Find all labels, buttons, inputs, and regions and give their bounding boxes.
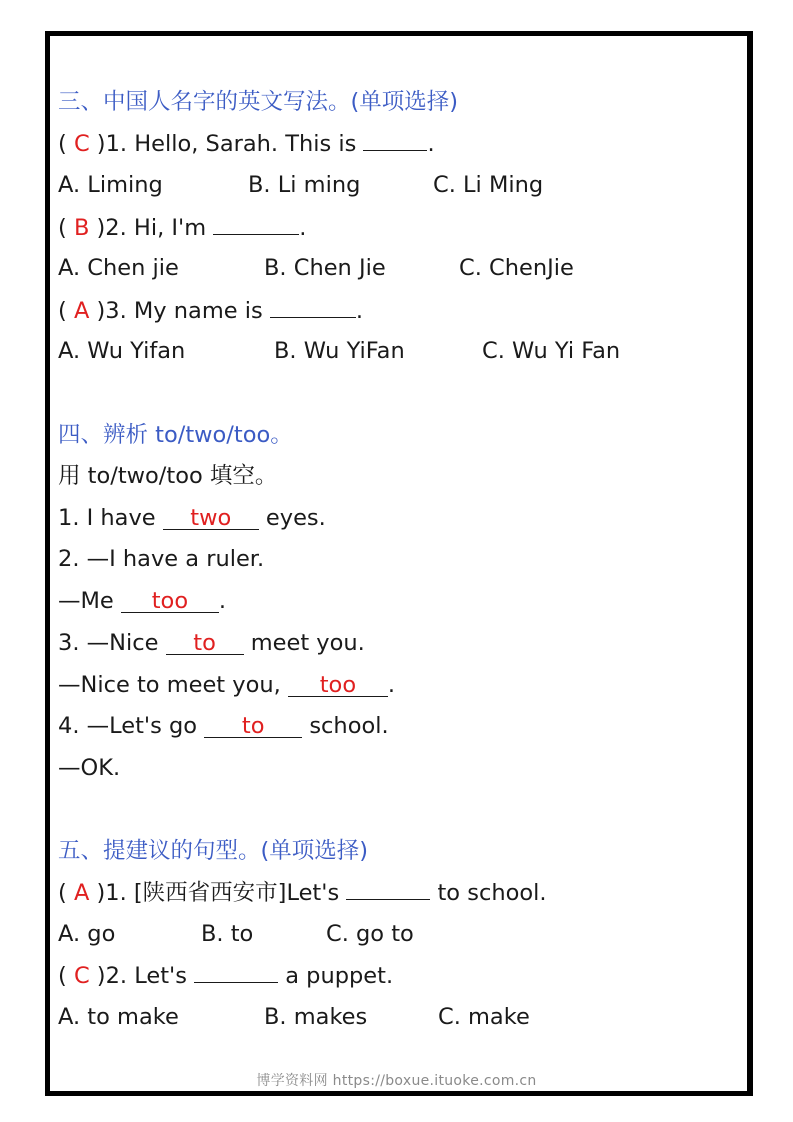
section5-question-2-options: [58, 1002, 530, 1032]
section4-line-5: —Nice to meet you, too .: [58, 672, 396, 698]
option-c: C. ChenJie: [459, 255, 574, 281]
fill-blank: [121, 586, 219, 616]
option-b: B. Chen Jie: [264, 255, 386, 281]
answer-mark: A: [73, 880, 90, 906]
option-a: A. Chen jie: [58, 255, 179, 281]
option-a: A. Wu Yifan: [58, 338, 186, 364]
watermark-footer: 博学资料网 https://boxue.ituoke.com.cn: [256, 1073, 537, 1089]
section4-line-6: 4. —Let's go to school.: [58, 713, 389, 739]
fill-blank: [163, 503, 259, 533]
answer-word: too: [319, 672, 357, 698]
section3-question-1-options: [58, 170, 544, 200]
section3-question-3: ( A )3. My name is .: [58, 295, 363, 325]
section5-question-2: ( C )2. Let's a puppet.: [58, 960, 393, 990]
section4-line-4: 3. —Nice to meet you.: [58, 630, 365, 656]
section3-question-2: ( B )2. Hi, I'm .: [58, 212, 306, 242]
section3-question-3-options: [58, 336, 621, 366]
answer-blank: [363, 128, 427, 151]
answer-word: to: [193, 630, 216, 656]
option-a: A. to make: [58, 1004, 179, 1030]
section4-line-1: 1. I have two eyes.: [58, 505, 326, 531]
fill-blank: [204, 711, 302, 741]
option-b: B. Wu YiFan: [274, 338, 405, 364]
answer-mark: C: [73, 131, 90, 157]
fill-blank: [166, 628, 244, 658]
section3-question-1: ( C )1. Hello, Sarah. This is .: [58, 128, 435, 158]
option-c: C. go to: [326, 921, 414, 947]
section5-question-1-options: [58, 919, 414, 949]
answer-mark: C: [73, 963, 90, 989]
option-c: C. make: [438, 1004, 530, 1030]
answer-blank: [270, 295, 356, 318]
option-c: C. Wu Yi Fan: [482, 338, 621, 364]
answer-blank: [213, 212, 299, 235]
option-b: B. to: [201, 921, 254, 947]
option-b: B. Li ming: [248, 172, 361, 198]
section5-heading: 五、提建议的句型。(单项选择): [58, 838, 369, 864]
fill-blank: [288, 670, 388, 700]
answer-mark: A: [73, 298, 90, 324]
answer-blank: [346, 877, 430, 900]
section4-line-7: —OK.: [58, 755, 121, 781]
section3-heading: 三、中国人名字的英文写法。(单项选择): [58, 89, 459, 115]
answer-word: to: [241, 713, 265, 739]
option-c: C. Li Ming: [433, 172, 544, 198]
section4-heading: 四、辨析 to/two/too。: [58, 422, 293, 448]
option-a: A. Liming: [58, 172, 163, 198]
section4-line-3: —Me too .: [58, 588, 227, 614]
answer-blank: [194, 960, 278, 983]
option-a: A. go: [58, 921, 116, 947]
answer-word: two: [190, 505, 232, 531]
section4-line-2: 2. —I have a ruler.: [58, 546, 265, 572]
answer-word: too: [151, 588, 189, 614]
option-b: B. makes: [264, 1004, 368, 1030]
answer-mark: B: [73, 215, 90, 241]
section3-question-2-options: [58, 253, 574, 283]
section4-instruction: 用 to/two/too 填空。: [58, 463, 278, 489]
section5-question-1: ( A )1. [陕西省西安市]Let's to school.: [58, 877, 547, 907]
